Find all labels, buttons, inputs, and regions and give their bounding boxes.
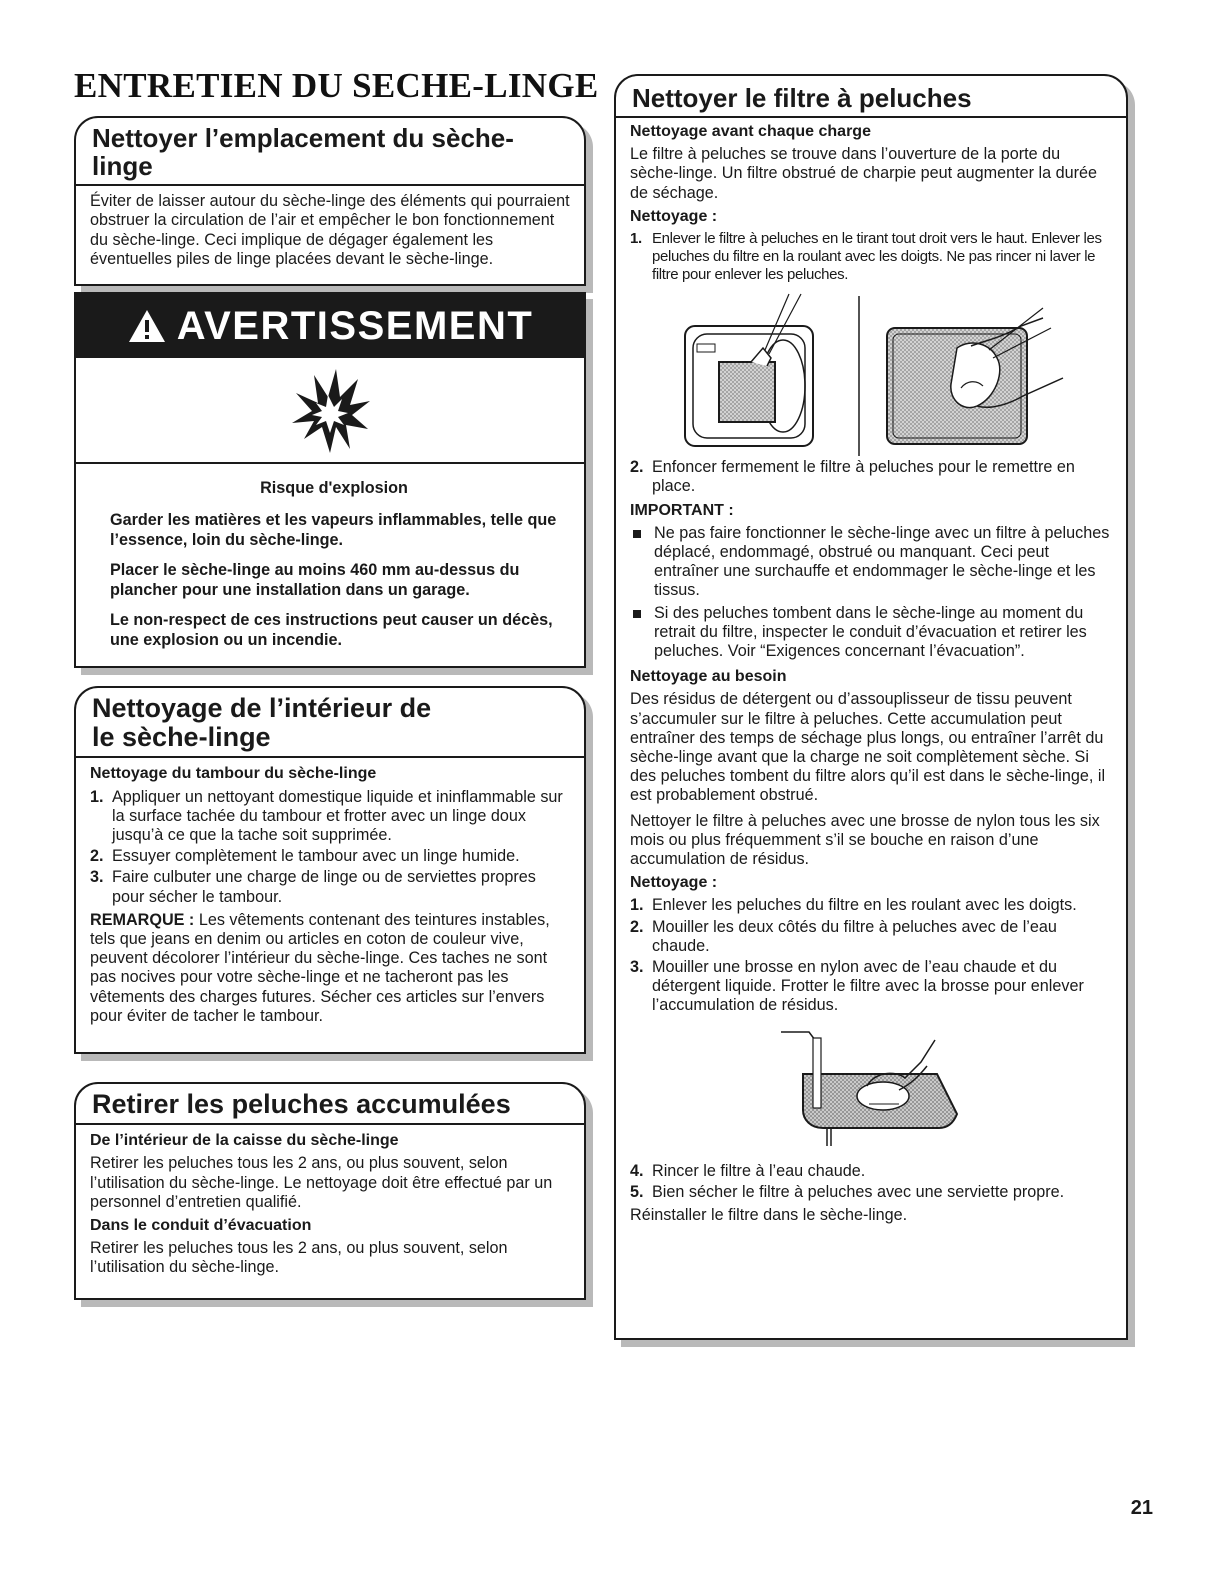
step-item xyxy=(90,868,570,906)
emplacement-text: Éviter de laisser autour du sèche-linge des éléments qui pourraient obstruer la circulation de l’air et empêcher le bon fonctionnement du sèche-linge. Ceci implique de dégager également les éventuelles piles de linge placées devant le sèche-linge. xyxy=(90,192,570,268)
step-item xyxy=(630,230,1112,284)
bullet-square-icon xyxy=(633,610,641,618)
caisse-text: Retirer les peluches tous les 2 ans, ou plus souvent, selon l’utilisation du sèche-linge. Le nettoyage doit être effectué par un personnel d’entretien qualifié. xyxy=(90,1154,553,1211)
step-item xyxy=(630,1162,1112,1181)
reinstall-text: Réinstaller le filtre dans le sèche-linge. xyxy=(630,1205,908,1224)
au-besoin-para1: Des résidus de détergent ou d’assouplisseur de tissu peuvent s’accumuler sur le filtre à peluches. Cette accumulation peut entraîner des temps de séchage plus longs, ou entraîner l’arrêt du sèche-linge avant que la charge ne soit complètement sèche. Si des peluches tombent du filtre alors qu’il est dans le sèche-linge, il est probablement obstrué. xyxy=(630,690,1106,805)
bullet-text: Ne pas faire fonctionner le sèche-linge avec un filtre à peluches déplacé, endommagé, obstrué ou manquant. Ceci peut entraîner une surchauffe et endommager le sèche-linge et les tissus. xyxy=(654,523,1110,600)
section-title-peluches: Retirer les peluches accumulées xyxy=(76,1084,584,1125)
brush-filter-illustration xyxy=(771,1020,971,1162)
bullet-item xyxy=(630,604,1112,662)
step-number: 5. xyxy=(630,1182,644,1201)
subhead-tambour: Nettoyage du tambour du sèche-linge xyxy=(90,765,377,783)
warning-box xyxy=(74,292,586,668)
filter-brushing-illustration xyxy=(630,1020,1112,1162)
section-title-emplacement: Nettoyer l’emplacement du sèche-linge xyxy=(76,118,584,186)
conduit-text: Retirer les peluches tous les 2 ans, ou plus souvent, selon l’utilisation du sèche-linge. xyxy=(90,1239,508,1277)
step-item xyxy=(90,788,570,846)
section-peluches-accumulees xyxy=(74,1082,586,1300)
remarque-label: REMARQUE : xyxy=(90,910,195,929)
bullet-square-icon xyxy=(633,530,641,538)
warning-triangle-icon xyxy=(127,308,167,344)
step-number: 2. xyxy=(90,847,104,866)
section-title-line1: Nettoyage de l’intérieur de xyxy=(92,693,432,723)
step-text: Faire culbuter une charge de linge ou de serviettes propres pour sécher le tambour. xyxy=(112,868,536,906)
step-item xyxy=(630,458,1112,496)
important-label: IMPORTANT : xyxy=(630,501,734,519)
explosion-pictogram xyxy=(76,358,584,464)
step-number: 2. xyxy=(630,917,644,936)
bullet-item xyxy=(630,524,1112,601)
warning-header-text: AVERTISSEMENT xyxy=(176,303,534,348)
page-number: 21 xyxy=(1130,1497,1153,1519)
step-text: Essuyer complètement le tambour avec un linge humide. xyxy=(112,847,520,866)
step-number: 1. xyxy=(90,787,104,806)
step-text: Enfoncer fermement le filtre à peluches pour le remettre en place. xyxy=(652,458,1075,496)
step-item xyxy=(630,1183,1112,1202)
page-title: ENTRETIEN DU SECHE-LINGE xyxy=(74,66,599,105)
step-item xyxy=(630,896,1112,915)
step-text: Enlever les peluches du filtre en les roulant avec les doigts. xyxy=(652,896,1077,915)
section-emplacement xyxy=(74,116,586,286)
subhead-avant-charge: Nettoyage avant chaque charge xyxy=(630,123,871,141)
step-text: Enlever le filtre à peluches en le tirant tout droit vers le haut. Enlever les peluches du filtre en la roulant avec les doigts. Ne pas rincer ni laver le filtre pour enlever les peluches. xyxy=(652,230,1102,284)
section-title-filtre: Nettoyer le filtre à peluches xyxy=(616,76,1126,118)
step-item xyxy=(630,958,1112,1016)
step-text: Rincer le filtre à l’eau chaude. xyxy=(652,1161,866,1180)
hazard-title: Risque d'explosion xyxy=(260,479,408,497)
step-text: Appliquer un nettoyant domestique liquide et ininflammable sur la surface tachée du tambour et frotter avec un linge doux jusqu’à ce que la tache soit supprimée. xyxy=(112,787,563,844)
subhead-conduit: Dans le conduit d’évacuation xyxy=(90,1216,312,1234)
warning-line: Garder les matières et les vapeurs inflammables, telle que l’essence, loin du sèche-linge. xyxy=(110,511,557,549)
remarque-paragraph xyxy=(90,911,570,1026)
step-number: 2. xyxy=(630,458,644,477)
step-item xyxy=(90,847,570,866)
step-number: 1. xyxy=(630,230,642,248)
filtre-intro: Le filtre à peluches se trouve dans l’ouverture de la porte du sèche-linge. Un filtre obstrué de charpie peut augmenter la durée de séchage. xyxy=(630,145,1098,202)
step-text: Mouiller une brosse en nylon avec de l’eau chaude et du détergent liquide. Frotter le filtre avec la brosse pour enlever l’accumulation de résidus. xyxy=(652,957,1084,1015)
section-title-line2: le sèche-linge xyxy=(92,722,271,753)
warning-line: Placer le sèche-linge au moins 460 mm au-dessus du plancher pour une installation dans un garage. xyxy=(110,561,520,599)
section-filtre xyxy=(614,74,1128,1340)
subhead-caisse: De l’intérieur de la caisse du sèche-linge xyxy=(90,1132,399,1150)
nettoyage-label-2: Nettoyage : xyxy=(630,874,718,892)
bullet-text: Si des peluches tombent dans le sèche-linge au moment du retrait du filtre, inspecter le conduit d’évacuation et retirer les peluches. Voir “Exigences concernant l’évacuation”. xyxy=(654,603,1087,660)
warning-header xyxy=(76,294,584,358)
step-number: 3. xyxy=(90,868,104,887)
lint-filter-illustration xyxy=(671,288,1071,458)
step-text: Mouiller les deux côtés du filtre à peluches avec de l’eau chaude. xyxy=(652,917,1057,955)
step-text: Bien sécher le filtre à peluches avec une serviette propre. xyxy=(652,1182,1065,1201)
step-number: 1. xyxy=(630,896,644,915)
lint-filter-removal-illustration xyxy=(630,288,1112,458)
step-number: 3. xyxy=(630,957,644,976)
step-number: 4. xyxy=(630,1161,644,1180)
explosion-icon xyxy=(288,365,372,455)
section-title-interieur xyxy=(76,688,584,758)
section-interieur xyxy=(74,686,586,1054)
step-item xyxy=(630,918,1112,956)
remarque-text: Les vêtements contenant des teintures instables, tels que jeans en denim ou articles en coton de couleur vive, peuvent décolorer l’intérieur du sèche-linge. Ces taches ne sont pas nocives pour votre sèche-linge et ne tacheront pas les vêtements des charges futures. Sécher ces articles sur l’envers pour éviter de tacher le tambour. xyxy=(90,910,550,1025)
nettoyage-label: Nettoyage : xyxy=(630,207,718,225)
au-besoin-para2: Nettoyer le filtre à peluches avec une brosse de nylon tous les six mois ou plus fréquemment s’il se bouche en raison d’une accumulation de résidus. xyxy=(630,811,1100,868)
warning-line: Le non-respect de ces instructions peut causer un décès, une explosion ou un incendie. xyxy=(110,611,553,649)
subhead-au-besoin: Nettoyage au besoin xyxy=(630,668,787,686)
